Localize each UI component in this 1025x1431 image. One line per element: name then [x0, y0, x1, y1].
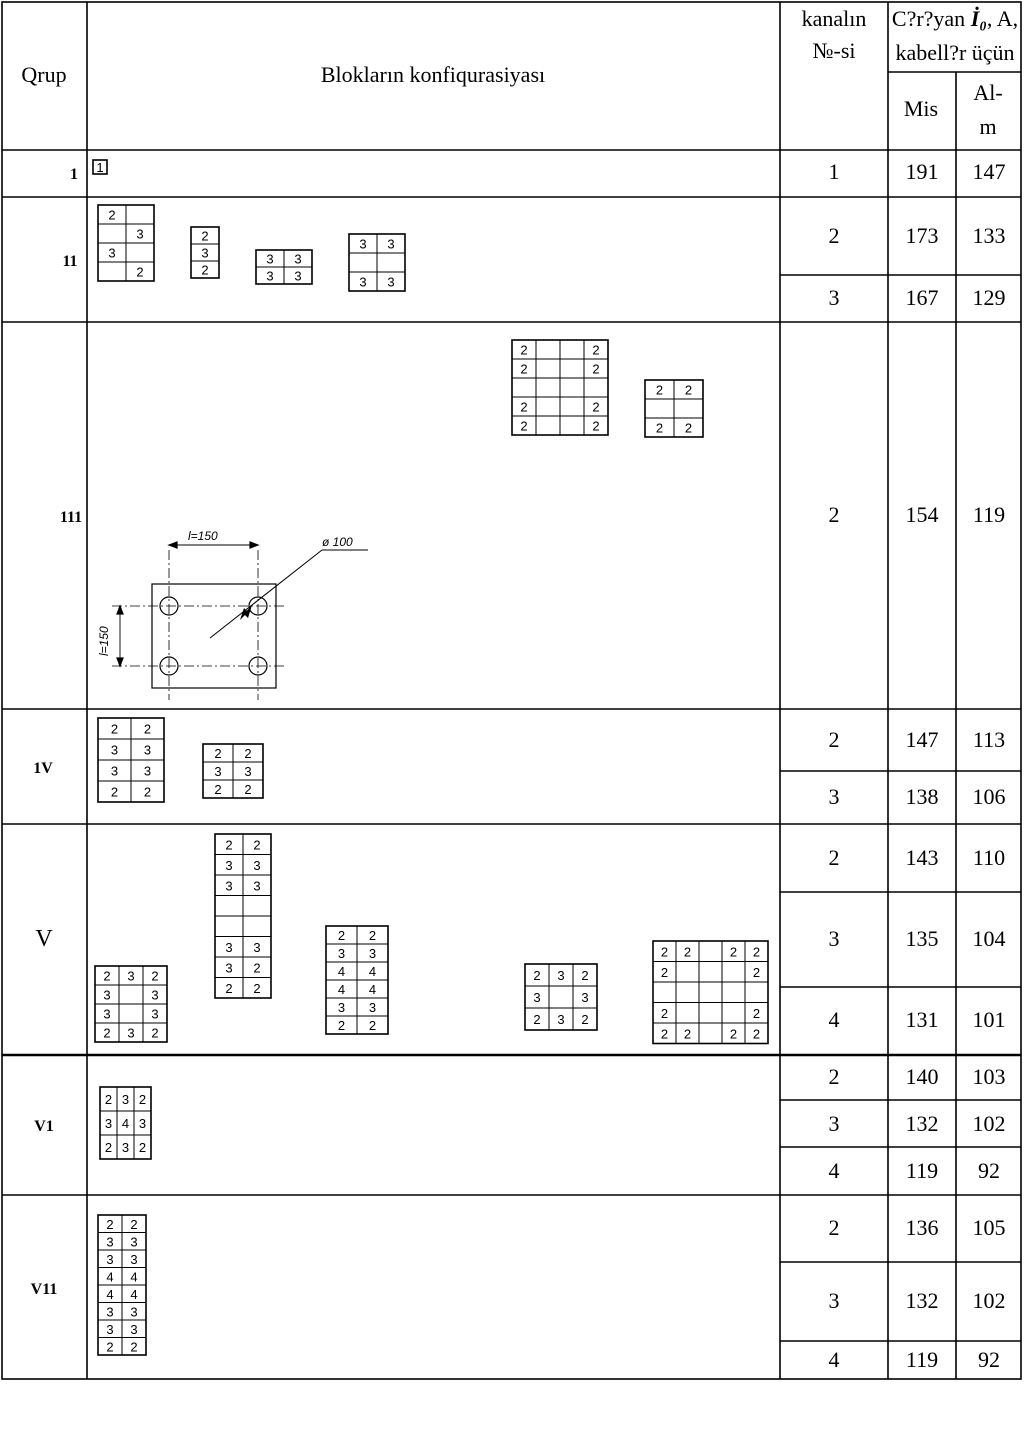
block-cell-label: 2: [253, 960, 261, 976]
block-cell-label: 3: [106, 1321, 114, 1337]
copper-current: 135: [905, 926, 939, 951]
copper-current: 191: [905, 159, 939, 184]
block-cell-label: 2: [368, 1018, 377, 1033]
block-grid: [95, 966, 167, 1042]
block-cell: [243, 916, 271, 937]
copper-current: 147: [905, 727, 939, 752]
block-cell-label: 2: [138, 1092, 147, 1107]
group-label-1: 1: [70, 166, 78, 183]
block-cell: [699, 982, 722, 1003]
channel-number: 2: [828, 727, 840, 752]
block-cell-label: 3: [337, 946, 346, 961]
block-outline: [653, 941, 768, 1044]
block-cell: [536, 416, 560, 435]
copper-current: 173: [905, 223, 939, 248]
channel-number: 1: [828, 159, 840, 184]
block-cell-label: 3: [121, 1092, 130, 1107]
block-cell: [98, 224, 126, 243]
block-cell-label: 2: [368, 928, 377, 943]
block-cell-label: 2: [225, 837, 233, 853]
block-cell-label: 2: [533, 1012, 541, 1027]
block-cell-label: 2: [106, 1216, 114, 1232]
header-al-line2: m: [979, 114, 997, 139]
aluminium-current: 113: [972, 727, 1006, 752]
block-cell-label: 3: [103, 1006, 111, 1022]
copper-current: 119: [905, 1347, 939, 1372]
channel-number: 4: [828, 1007, 840, 1032]
header-current-line2: kabell?r üçün: [895, 40, 1015, 65]
block-cell: [560, 340, 584, 359]
block-cell: [536, 340, 560, 359]
block-cell-label: 3: [108, 245, 116, 261]
block-cell-label: 2: [752, 944, 761, 960]
block-cell-label: 2: [143, 784, 152, 800]
block-cell-label: 2: [520, 418, 528, 434]
block-cell: [512, 378, 536, 397]
block-cell-label: 2: [684, 382, 693, 398]
block-cell-label: 2: [729, 1026, 738, 1042]
block-cell-label: 3: [138, 1116, 147, 1131]
block-cell-label: 3: [557, 1012, 565, 1027]
block-cell-label: 4: [106, 1269, 114, 1285]
block-cell-label: 3: [368, 1000, 377, 1015]
channel-number: 3: [828, 1111, 840, 1136]
block-cell-label: 2: [655, 420, 664, 436]
block-grid: [512, 340, 608, 435]
block-cell-label: 3: [266, 251, 274, 267]
block-cell-label: 3: [294, 251, 302, 267]
block-cell: [676, 982, 699, 1003]
block-cell-label: 3: [110, 763, 119, 779]
block-cell-label: 3: [581, 990, 589, 1005]
block-grid: [191, 227, 219, 278]
block-cell-label: 3: [121, 1140, 130, 1155]
block-cell-label: 3: [151, 987, 159, 1003]
aluminium-current: 92: [978, 1347, 1000, 1372]
header-channel-line1: kanalın: [801, 6, 867, 31]
block-cell-label: 3: [337, 1000, 346, 1015]
block-cell-label: 2: [592, 342, 600, 358]
block-cell-label: 2: [752, 1005, 761, 1021]
block-grid: [98, 718, 164, 802]
block-cell: [215, 896, 243, 917]
block-cell-label: 3: [214, 764, 222, 779]
group-label-v1: V1: [34, 1118, 54, 1135]
block-cell-label: 4: [121, 1116, 130, 1131]
block-cell-label: 2: [108, 207, 116, 223]
block-cell-label: 2: [655, 382, 664, 398]
block-cell: [699, 962, 722, 983]
block-cell-label: 2: [253, 837, 261, 853]
block-cell-label: 3: [294, 268, 302, 284]
block-cell: [377, 253, 405, 272]
copper-current: 154: [905, 502, 939, 527]
block-cell-label: 2: [103, 1025, 111, 1041]
block-cell: [126, 243, 154, 262]
copper-current: 138: [905, 784, 939, 809]
block-cell: [536, 359, 560, 378]
block-cell-label: 2: [337, 928, 346, 943]
aluminium-current: 105: [972, 1215, 1006, 1240]
block-cell: [243, 896, 271, 917]
block-cell-label: 3: [104, 1116, 113, 1131]
block-cell-label: 2: [660, 964, 669, 980]
aluminium-current: 102: [972, 1111, 1006, 1136]
block-cell: [676, 962, 699, 983]
block-cell-label: 3: [106, 1251, 114, 1267]
block-cell-label: 4: [337, 982, 346, 997]
aluminium-current: 106: [972, 784, 1006, 809]
dimension-label-spacing: l=150: [188, 529, 218, 543]
block-cell-label: 2: [533, 968, 541, 983]
block-grid: [256, 250, 312, 284]
group-label-11: 11: [62, 253, 78, 270]
block-cell-label: 2: [683, 944, 692, 960]
copper-current: 119: [905, 1158, 939, 1183]
block-cell-label: 2: [104, 1092, 113, 1107]
block-cell-label: 3: [533, 990, 541, 1005]
block-cell-label: 2: [130, 1339, 138, 1355]
block-cell-label: 2: [684, 420, 693, 436]
block-cell-label: 3: [130, 1304, 138, 1320]
header-copper: Mis: [903, 96, 939, 121]
block-cell-label: 2: [151, 968, 159, 984]
block-cell-label: 2: [592, 418, 600, 434]
block-cell-label: 2: [136, 264, 144, 280]
header-current-b: , A,: [986, 6, 1019, 31]
block-grid: [326, 926, 388, 1034]
copper-current: 143: [905, 845, 939, 870]
block-cell: [560, 416, 584, 435]
block-cell-label: 2: [752, 1026, 761, 1042]
block-cell-label: 3: [143, 763, 152, 779]
block-cell-label: 2: [660, 1005, 669, 1021]
copper-current: 132: [905, 1288, 939, 1313]
channel-number: 3: [828, 926, 840, 951]
block-grid: [525, 964, 597, 1030]
block-cell-label: 2: [201, 228, 209, 244]
channel-number: 2: [828, 1215, 840, 1240]
aluminium-current: 92: [978, 1158, 1000, 1183]
channel-number: 4: [828, 1347, 840, 1372]
block-cell: [560, 359, 584, 378]
block-cell-label: 2: [683, 1026, 692, 1042]
header-config: Blokların konfiqurasiyası: [320, 62, 546, 87]
block-cell: [584, 378, 608, 397]
block-cell-label: 3: [225, 939, 233, 955]
block-cell-label: 4: [130, 1286, 138, 1302]
block-grid: [98, 205, 154, 281]
block-cell-label: 3: [110, 742, 119, 758]
block-cell-label: 3: [387, 236, 395, 252]
block-cell-label: 3: [127, 1025, 135, 1041]
block-cell: [549, 986, 573, 1008]
aluminium-current: 101: [972, 1007, 1006, 1032]
aluminium-current: 110: [972, 845, 1006, 870]
block-cell-label: 3: [359, 274, 367, 290]
block-cell-label: 3: [266, 268, 274, 284]
block-cell-label: 3: [130, 1251, 138, 1267]
block-cell-label: 2: [110, 721, 119, 737]
block-cell-label: 2: [143, 721, 152, 737]
channel-number: 4: [828, 1158, 840, 1183]
channel-number: 3: [828, 784, 840, 809]
block-cell-label: 3: [103, 987, 111, 1003]
block-cell: [722, 1003, 745, 1024]
block-cell-label: 2: [729, 944, 738, 960]
block-cell-label: 3: [130, 1321, 138, 1337]
block-cell: [653, 982, 676, 1003]
block-cell: [699, 1003, 722, 1024]
block-cell: [676, 1003, 699, 1024]
table-grid: [2, 2, 1021, 1379]
aluminium-current: 133: [972, 223, 1006, 248]
block-cell-label: 2: [104, 1140, 113, 1155]
block-cell-label: 3: [557, 968, 565, 983]
block-cell-label: 2: [138, 1140, 147, 1155]
block-cell-label: 2: [520, 361, 528, 377]
block-cell: [98, 262, 126, 281]
copper-current: 136: [905, 1215, 939, 1240]
block-cell-label: 3: [130, 1234, 138, 1250]
block-grid: [93, 160, 107, 175]
block-cell-label: 1: [96, 160, 104, 175]
aluminium-current: 119: [972, 502, 1006, 527]
block-cell-label: 3: [387, 274, 395, 290]
aluminium-current: 147: [972, 159, 1006, 184]
header-al-line1: Al-: [973, 80, 1003, 105]
block-cell-label: 2: [581, 1012, 589, 1027]
block-grid: [349, 234, 405, 291]
block-cell-label: 3: [244, 764, 252, 779]
aluminium-current: 103: [972, 1064, 1006, 1089]
group-label-v11: V11: [30, 1281, 58, 1298]
header-group: Qrup: [21, 62, 67, 87]
block-cell-label: 2: [201, 262, 209, 278]
block-cell-label: 3: [359, 236, 367, 252]
channel-number: 2: [828, 1064, 840, 1089]
block-cell: [645, 399, 674, 418]
block-cell-label: 3: [253, 939, 261, 955]
block-cell-label: 3: [201, 245, 209, 261]
block-cell-label: 2: [253, 980, 261, 996]
block-cell: [745, 982, 768, 1003]
block-cell-label: 3: [106, 1234, 114, 1250]
block-cell-label: 4: [368, 982, 377, 997]
block-cell: [126, 205, 154, 224]
block-cell: [215, 916, 243, 937]
block-grid: [100, 1087, 151, 1159]
copper-current: 140: [905, 1064, 939, 1089]
block-cell-label: 2: [106, 1339, 114, 1355]
block-grid: [653, 941, 768, 1044]
aluminium-current: 104: [972, 926, 1006, 951]
copper-current: 132: [905, 1111, 939, 1136]
block-outline: [152, 584, 276, 688]
copper-current: 167: [905, 285, 939, 310]
dimension-label-diameter: ø 100: [322, 535, 353, 549]
block-cell-label: 3: [151, 1006, 159, 1022]
block-cell: [119, 1004, 143, 1023]
block-cell-label: 3: [225, 878, 233, 894]
block-cell-label: 3: [225, 857, 233, 873]
block-cell-label: 2: [103, 968, 111, 984]
aluminium-current: 102: [972, 1288, 1006, 1313]
copper-current: 131: [905, 1007, 939, 1032]
block-grid: [98, 1215, 146, 1355]
channel-number: 2: [828, 502, 840, 527]
block-cell: [560, 397, 584, 416]
block-cell: [560, 378, 584, 397]
block-cell-label: 3: [136, 226, 144, 242]
block-cell: [536, 378, 560, 397]
block-cell-label: 4: [106, 1286, 114, 1302]
block-cell-label: 2: [337, 1018, 346, 1033]
block-cell: [722, 982, 745, 1003]
data-values: [829, 159, 1006, 1372]
group-label-1v: 1V: [33, 760, 53, 777]
header-channel-line2: №-si: [812, 38, 856, 63]
dimension-drawing: [112, 542, 368, 700]
block-cell-label: 3: [127, 968, 135, 984]
block-cell-label: 2: [244, 782, 252, 797]
block-cell: [119, 985, 143, 1004]
block-cell: [674, 399, 703, 418]
block-grid: [645, 380, 703, 437]
block-cell-label: 3: [253, 878, 261, 894]
block-cell-label: 2: [214, 782, 222, 797]
block-cell-label: 4: [368, 964, 377, 979]
block-cell-label: 3: [225, 960, 233, 976]
header-current-a: C?r?yan: [891, 6, 971, 31]
header-current-symbol: İ₀: [970, 6, 987, 31]
block-cell-label: 2: [214, 746, 222, 761]
block-cell-label: 3: [368, 946, 377, 961]
channel-number: 2: [828, 845, 840, 870]
block-cell-label: 2: [110, 784, 119, 800]
group-label-v: V: [35, 926, 53, 952]
dimension-label-spacing-vertical: l=150: [97, 626, 111, 656]
aluminium-current: 129: [972, 285, 1006, 310]
block-cell-label: 2: [130, 1216, 138, 1232]
block-cell-label: 2: [520, 399, 528, 415]
block-cell: [722, 962, 745, 983]
header-current-line1: [892, 6, 1018, 31]
block-cell-label: 3: [253, 857, 261, 873]
channel-number: 3: [828, 285, 840, 310]
channel-number: 2: [828, 223, 840, 248]
block-cell: [699, 941, 722, 962]
channel-number: 3: [828, 1288, 840, 1313]
block-configurations: [93, 160, 768, 1355]
block-cell-label: 4: [337, 964, 346, 979]
block-cell-label: 3: [143, 742, 152, 758]
block-cell: [699, 1023, 722, 1044]
group-label-111: 111: [59, 509, 83, 526]
block-cell-label: 3: [106, 1304, 114, 1320]
block-cell-label: 2: [244, 746, 252, 761]
block-cell: [349, 253, 377, 272]
block-cell-label: 2: [225, 980, 233, 996]
block-grid: [215, 834, 271, 998]
block-cell-label: 2: [581, 968, 589, 983]
block-grid: [203, 744, 263, 798]
block-cell-label: 2: [592, 399, 600, 415]
block-cell-label: 2: [660, 1026, 669, 1042]
block-cell: [536, 397, 560, 416]
block-cell-label: 2: [592, 361, 600, 377]
block-cell-label: 4: [130, 1269, 138, 1285]
block-cell-label: 2: [520, 342, 528, 358]
block-cell-label: 2: [660, 944, 669, 960]
block-cell-label: 2: [752, 964, 761, 980]
block-cell-label: 2: [151, 1025, 159, 1041]
